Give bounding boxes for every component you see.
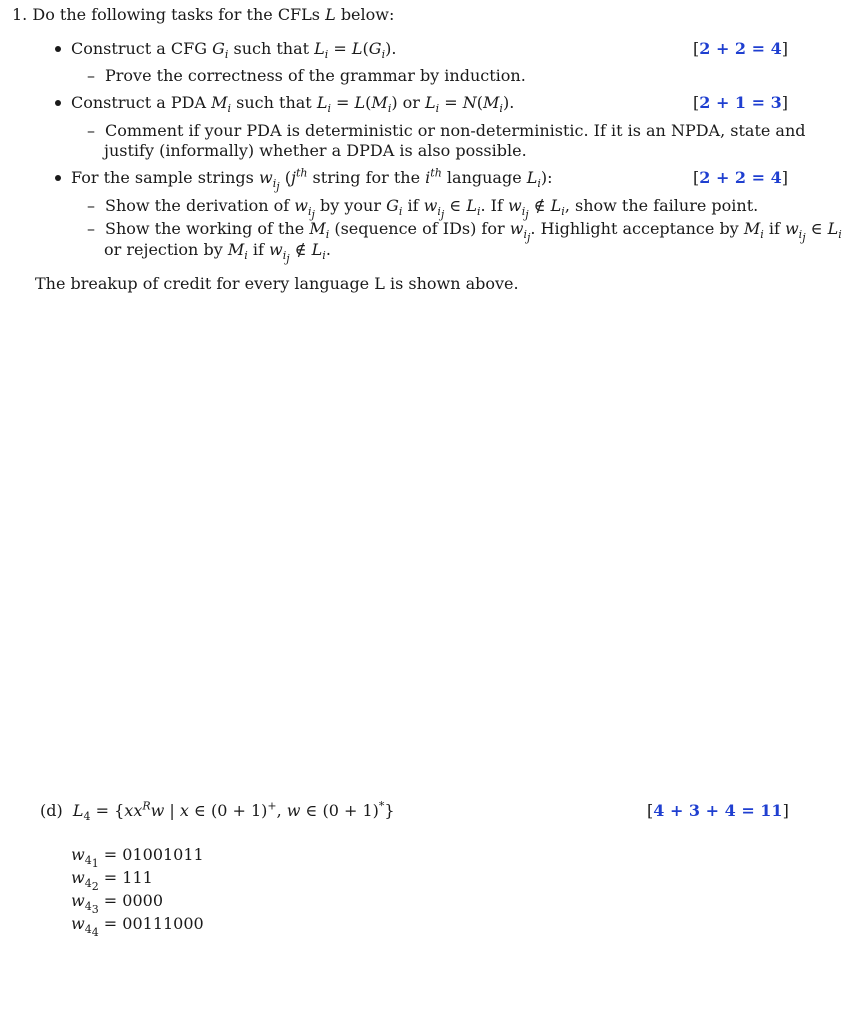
sample-index: 3 bbox=[91, 903, 99, 917]
pda-text-a: Construct a PDA bbox=[71, 93, 207, 112]
sub-working-cont: or rejection by $M_i$ if $w_{i_j}$ ∉ $L_i$. bbox=[104, 240, 331, 266]
pda-comment-line1: Comment if your PDA is deterministic or non-deterministic. If it is an NPDA, state and bbox=[105, 121, 806, 140]
samples-text-b: string for the bbox=[312, 168, 421, 187]
bullet-samples: For the sample strings $w_{i_j}$ ($j^{th}$ string for the $i^{th}$ language $L_i$): bbox=[55, 168, 553, 188]
working-text-e: or rejection by bbox=[104, 240, 223, 259]
working-text-f: if bbox=[252, 240, 264, 259]
dash-icon: – bbox=[87, 121, 95, 140]
sample-index: 2 bbox=[91, 880, 99, 894]
sub-working: – Show the working of the $M_i$ (sequence of IDs) for $w_{i_j}$. Highlight acceptance by $M_i$ if $w_{i_j}$ ∈ $L_i$ bbox=[87, 219, 842, 245]
working-text-c: . Highlight acceptance by bbox=[530, 219, 739, 238]
pda-text-or: or bbox=[402, 93, 420, 112]
closing-note: The breakup of credit for every language L is shown above. bbox=[35, 274, 519, 293]
sub-pda-comment bbox=[87, 121, 806, 141]
dash-icon: – bbox=[87, 196, 95, 215]
sample-index: 4 bbox=[91, 926, 99, 940]
sample-string-2: $w_{4_2} = 111$ bbox=[71, 868, 153, 894]
derivation-text-e: , show the failure point. bbox=[564, 196, 759, 215]
pda-comment-line2: justify (informally) whether a DPDA is also possible. bbox=[104, 141, 527, 160]
intro-var: L bbox=[325, 5, 336, 24]
bullet-pda: Construct a PDA $M_i$ such that $L_i = L(M_i)$ or $L_i = N(M_i)$. bbox=[55, 93, 514, 113]
problem-d-label: (d) bbox=[40, 801, 63, 820]
problem-d-statement: (d) $L_4 = \{xx^Rw$ | x ∈ (0 + 1)+, w ∈ (0 + 1)*} bbox=[40, 799, 395, 824]
credit-cfg: [2 + 2 = 4] bbox=[693, 39, 788, 58]
derivation-text-c: if bbox=[407, 196, 419, 215]
credit-samples-value: 2 + 2 = 4 bbox=[699, 168, 782, 187]
bullet-icon bbox=[55, 100, 61, 106]
working-text-a: Show the working of the bbox=[105, 219, 305, 238]
credit-samples: [2 + 2 = 4] bbox=[693, 168, 788, 187]
sample-index: 1 bbox=[91, 857, 99, 871]
sample-string-4: $w_{4_4} = 00111000$ bbox=[71, 914, 204, 940]
working-text-d: if bbox=[768, 219, 780, 238]
credit-cfg-value: 2 + 2 = 4 bbox=[699, 39, 782, 58]
dash-icon: – bbox=[87, 219, 95, 238]
credit-pda-value: 2 + 1 = 3 bbox=[699, 93, 782, 112]
credit-pda: [2 + 1 = 3] bbox=[693, 93, 788, 112]
task-intro-end: below: bbox=[340, 5, 395, 24]
cfg-proof-text: Prove the correctness of the grammar by induction. bbox=[105, 66, 526, 85]
working-text-b: (sequence of IDs) for bbox=[334, 219, 505, 238]
bullet-icon bbox=[55, 175, 61, 181]
task-intro: Do the following tasks for the CFLs bbox=[32, 5, 320, 24]
sub-pda-comment-cont bbox=[104, 141, 527, 161]
sub-cfg-proof bbox=[87, 66, 526, 86]
derivation-text-a: Show the derivation of bbox=[105, 196, 290, 215]
task-heading bbox=[12, 5, 394, 25]
derivation-text-d: . If bbox=[480, 196, 503, 215]
cfg-text-b: such that bbox=[233, 39, 310, 58]
sample-string-3: $w_{4_3} = 0000$ bbox=[71, 891, 163, 917]
dash-icon: – bbox=[87, 66, 95, 85]
sample-value: 01001011 bbox=[122, 845, 204, 864]
sample-string-1: $w_{4_1} = 01001011$ bbox=[71, 845, 204, 871]
sub-derivation: – Show the derivation of $w_{i_j}$ by your $G_i$ if $w_{i_j}$ ∈ $L_i$. If $w_{i_j}$ ∉ $L_i$, show the failure point. bbox=[87, 196, 759, 222]
task-number: 1. bbox=[12, 5, 28, 24]
sample-value: 0000 bbox=[122, 891, 163, 910]
derivation-text-b: by your bbox=[320, 196, 381, 215]
samples-text-c: language bbox=[446, 168, 522, 187]
pda-text-b: such that bbox=[236, 93, 312, 112]
samples-text-a: For the sample strings bbox=[71, 168, 254, 187]
bullet-icon bbox=[55, 46, 61, 52]
credit-problem-d: [4 + 3 + 4 = 11] bbox=[647, 801, 789, 820]
cfg-text-a: Construct a CFG bbox=[71, 39, 207, 58]
bullet-cfg: Construct a CFG $G_i$ such that $L_i = L(G_i)$. bbox=[55, 39, 396, 59]
credit-problem-d-value: 4 + 3 + 4 = 11 bbox=[653, 801, 783, 820]
sample-value: 111 bbox=[122, 868, 153, 887]
sample-value: 00111000 bbox=[122, 914, 204, 933]
